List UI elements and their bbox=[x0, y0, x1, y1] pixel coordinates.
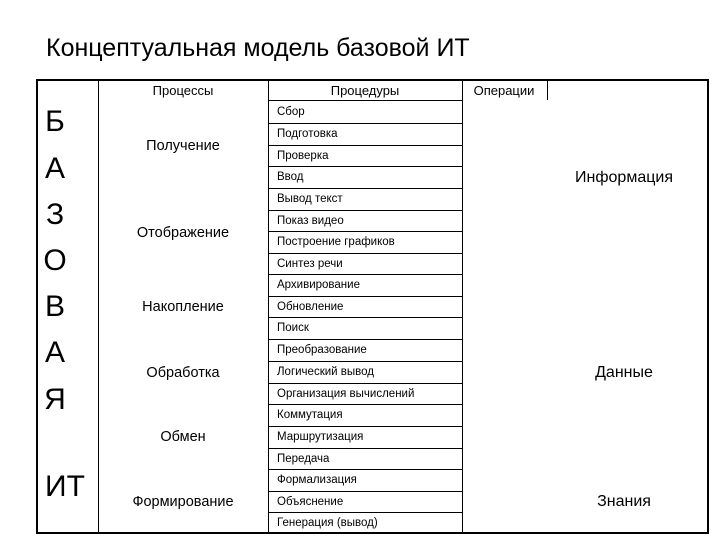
row-divider bbox=[268, 188, 462, 189]
row-divider bbox=[268, 317, 462, 318]
procedure-label: Проверка bbox=[277, 150, 329, 162]
vertical-letter: О bbox=[43, 244, 67, 277]
row-divider bbox=[268, 100, 462, 101]
divider-procedures-left bbox=[268, 79, 269, 534]
model-table bbox=[36, 79, 709, 534]
process-label: Обработка bbox=[146, 365, 220, 381]
procedure-label: Построение графиков bbox=[277, 236, 395, 248]
vertical-letter: А bbox=[44, 336, 66, 369]
row-divider bbox=[268, 404, 462, 405]
result-label: Данные bbox=[595, 364, 653, 381]
procedure-label: Подготовка bbox=[277, 128, 338, 140]
header-operations: Операции bbox=[473, 83, 535, 98]
procedure-label: Логический вывод bbox=[277, 366, 374, 378]
divider-processes-left bbox=[98, 79, 99, 534]
row-divider bbox=[268, 383, 462, 384]
row-divider bbox=[268, 145, 462, 146]
row-divider bbox=[268, 426, 462, 427]
header-procedures: Процедуры bbox=[330, 83, 400, 98]
procedure-label: Поиск bbox=[277, 322, 309, 334]
process-label: Накопление bbox=[142, 299, 224, 315]
procedure-label: Генерация (вывод) bbox=[277, 517, 378, 529]
divider-operations-left bbox=[462, 79, 463, 534]
row-divider bbox=[268, 491, 462, 492]
procedure-label: Передача bbox=[277, 453, 330, 465]
procedure-label: Архивирование bbox=[277, 279, 360, 291]
process-label: Формирование bbox=[132, 494, 234, 510]
row-divider bbox=[268, 361, 462, 362]
vertical-letter: Я bbox=[44, 383, 66, 416]
divider-operations-right bbox=[547, 79, 548, 100]
result-label: Знания bbox=[597, 493, 651, 510]
procedure-label: Маршрутизация bbox=[277, 431, 364, 443]
process-label: Обмен bbox=[160, 429, 206, 445]
procedure-label: Ввод bbox=[277, 171, 304, 183]
header-processes: Процессы bbox=[152, 83, 214, 98]
vertical-letter: Б bbox=[45, 105, 65, 138]
row-divider bbox=[268, 469, 462, 470]
procedure-label: Вывод текст bbox=[277, 193, 343, 205]
row-divider bbox=[268, 448, 462, 449]
procedure-label: Синтез речи bbox=[277, 258, 343, 270]
procedure-label: Коммутация bbox=[277, 409, 343, 421]
procedure-label: Показ видео bbox=[277, 215, 344, 227]
row-divider bbox=[268, 231, 462, 232]
row-divider bbox=[268, 253, 462, 254]
procedure-label: Организация вычислений bbox=[277, 388, 415, 400]
vertical-letter: А bbox=[44, 152, 66, 185]
vertical-letter: В bbox=[44, 290, 66, 323]
procedure-label: Формализация bbox=[277, 474, 357, 486]
process-label: Отображение bbox=[136, 225, 230, 241]
row-divider bbox=[268, 512, 462, 513]
row-divider bbox=[268, 339, 462, 340]
procedure-label: Сбор bbox=[277, 106, 305, 118]
row-divider bbox=[268, 166, 462, 167]
page-title: Концептуальная модель базовой ИТ bbox=[46, 34, 470, 62]
row-divider bbox=[268, 123, 462, 124]
procedure-label: Обновление bbox=[277, 301, 344, 313]
procedure-label: Преобразование bbox=[277, 344, 367, 356]
row-divider bbox=[268, 210, 462, 211]
procedure-label: Объяснение bbox=[277, 496, 344, 508]
bottom-label: ИТ bbox=[45, 470, 85, 503]
row-divider bbox=[268, 274, 462, 275]
process-label: Получение bbox=[146, 138, 220, 154]
vertical-letter: З bbox=[45, 198, 65, 231]
result-label: Информация bbox=[575, 169, 673, 186]
row-divider bbox=[268, 296, 462, 297]
